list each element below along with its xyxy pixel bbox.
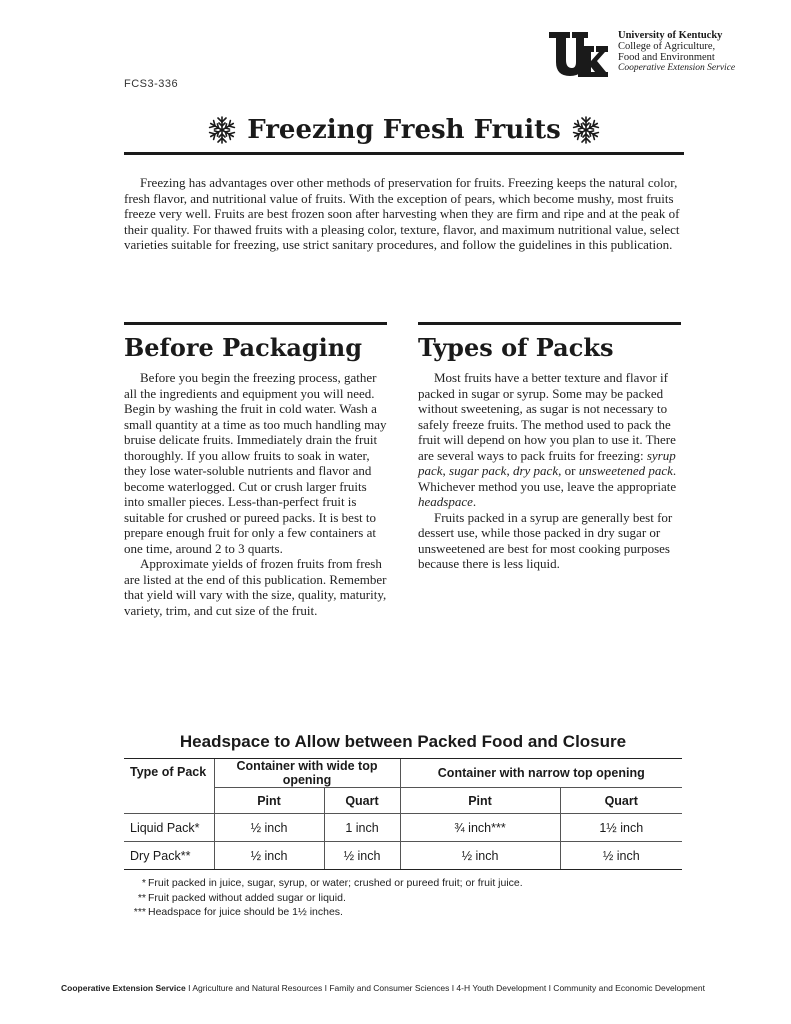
table-cell: ½ inch [400, 842, 560, 870]
table-footnotes [130, 876, 523, 920]
section-divider [124, 322, 387, 325]
footnote-mark: * [141, 877, 146, 889]
separator: , [506, 463, 513, 478]
separator: , [442, 463, 450, 478]
publication-number: FCS3-336 [124, 78, 179, 90]
table-cell: 1 inch [324, 814, 400, 842]
intro-paragraph: Freezing has advantages over other methods of preservation for fruits. Freezing keeps the natural color, fresh flavor, and nutritional value of fruits. With the exception of pears, which become mushy, most fruits freeze very well. Fruits are best frozen soon after harvesting when they are firm and ripe and at the peak of their quality. For thawed fruits with a pleasing color, texture, flavor, and maximum nutritional value, select varieties suitable for freezing, use strict sanitary procedures, and follow the guidelines in this publication. [124, 175, 680, 252]
paragraph-text: . [472, 494, 477, 509]
column-header-narrow-pint: Pint [400, 788, 560, 814]
institution-header [548, 28, 778, 80]
footnote [130, 905, 523, 920]
university-name: University of Kentucky [618, 30, 723, 41]
title-row [124, 108, 684, 152]
paragraph-text: Most fruits have a better texture and flavor if packed in sugar or syrup. Some may be packed without sweetening, as sugar is not necessary to safely freeze fruits. The method used to pack the fruit will depend on how you plan to use it. There are several ways to pack fruits for freezing: [418, 370, 676, 463]
body-paragraph: Before you begin the freezing process, gather all the ingredients and equipment you will need. Begin by washing the fruit in cold water. Wash a small quantity at a time as too much handling may bruise delicate fruits. Immediately drain the fruit thoroughly. If you allow fruits to soak in water, they lose water-soluble nutrients and flavor and become waterlogged. Cut or crush larger fruits into smaller pieces. Less-than-perfect fruit is suitable for crushed or pureed packs. It is best to prepare enough fruit for only a few containers at one time, around 2 to 3 quarts. [124, 370, 387, 556]
footnote-text: Fruit packed without added sugar or liquid. [148, 891, 346, 904]
term-syrup-pack: syrup pack [418, 447, 676, 478]
pack-type-cell: Liquid Pack* [124, 814, 214, 842]
term-dry-pack: dry pack [512, 463, 559, 478]
page-footer [61, 983, 741, 993]
extension-service-name: Cooperative Extension Service [618, 63, 736, 73]
term-sugar-pack: sugar pack [449, 463, 507, 478]
title-divider [124, 152, 684, 155]
term-unsweetened-pack: unsweetened pack [578, 463, 673, 478]
table-cell: 1½ inch [560, 814, 682, 842]
body-paragraph: Fruits packed in a syrup are generally best for dessert use, while those packed in dry sugar or unsweetened are best for most cooking purposes because there is less liquid. [418, 509, 673, 571]
snowflake-icon [207, 115, 237, 145]
table-cell: ¾ inch*** [400, 814, 560, 842]
intro-section [124, 175, 684, 253]
column-header-wide-quart: Quart [324, 788, 400, 814]
footnote-mark: ** [137, 891, 146, 904]
body-paragraph [418, 370, 681, 510]
section-heading: Before Packaging [124, 333, 363, 362]
headspace-table [124, 758, 682, 870]
institution-text [618, 30, 788, 74]
separator: , or [558, 463, 579, 478]
group-header-wide-opening: Container with wide top opening [214, 759, 400, 788]
footnote-text: Headspace for juice should be 1½ inches. [148, 906, 343, 918]
column-header-narrow-quart: Quart [560, 788, 682, 814]
footer-service: Cooperative Extension Service [61, 983, 186, 993]
footnote-mark: *** [133, 906, 146, 918]
snowflake-icon [571, 115, 601, 145]
footer-programs: I Agriculture and Natural Resources I Family and Consumer Sciences I 4-H Youth Development I Community and Economic Development [188, 983, 705, 993]
pack-type-cell: Dry Pack** [124, 842, 214, 870]
table-cell: ½ inch [214, 842, 324, 870]
group-header-narrow-opening: Container with narrow top opening [400, 759, 682, 788]
column-header-type-of-pack: Type of Pack [124, 759, 214, 814]
table-row [124, 814, 682, 842]
college-name-line1: College of Agriculture, [618, 41, 716, 52]
college-name-line2: Food and Environment [618, 52, 715, 63]
section-heading: Types of Packs [418, 333, 614, 362]
table-cell: ½ inch [214, 814, 324, 842]
table-cell: ½ inch [560, 842, 682, 870]
section-divider [418, 322, 681, 325]
footnote [130, 876, 523, 891]
table-row [124, 842, 682, 870]
column-header-wide-pint: Pint [214, 788, 324, 814]
types-of-packs-section [418, 322, 681, 572]
page-title: Freezing Fresh Fruits [247, 115, 561, 145]
table-cell: ½ inch [324, 842, 400, 870]
footnote-text: Fruit packed in juice, sugar, syrup, or water; crushed or pureed fruit; or fruit juice. [148, 877, 523, 889]
body-paragraph: Approximate yields of frozen fruits from fresh are listed at the end of this publication. Remember that yield will vary with the size, quality, maturity, variety, trim, and cut size of the fruit. [124, 556, 387, 618]
before-packaging-section [124, 322, 387, 618]
uk-logo [548, 30, 608, 78]
paragraph-text: . Whichever method you use, leave the appropriate [418, 463, 677, 494]
table-title: Headspace to Allow between Packed Food and Closure [179, 732, 627, 751]
footnote [130, 891, 523, 906]
term-headspace: headspace [418, 494, 473, 509]
